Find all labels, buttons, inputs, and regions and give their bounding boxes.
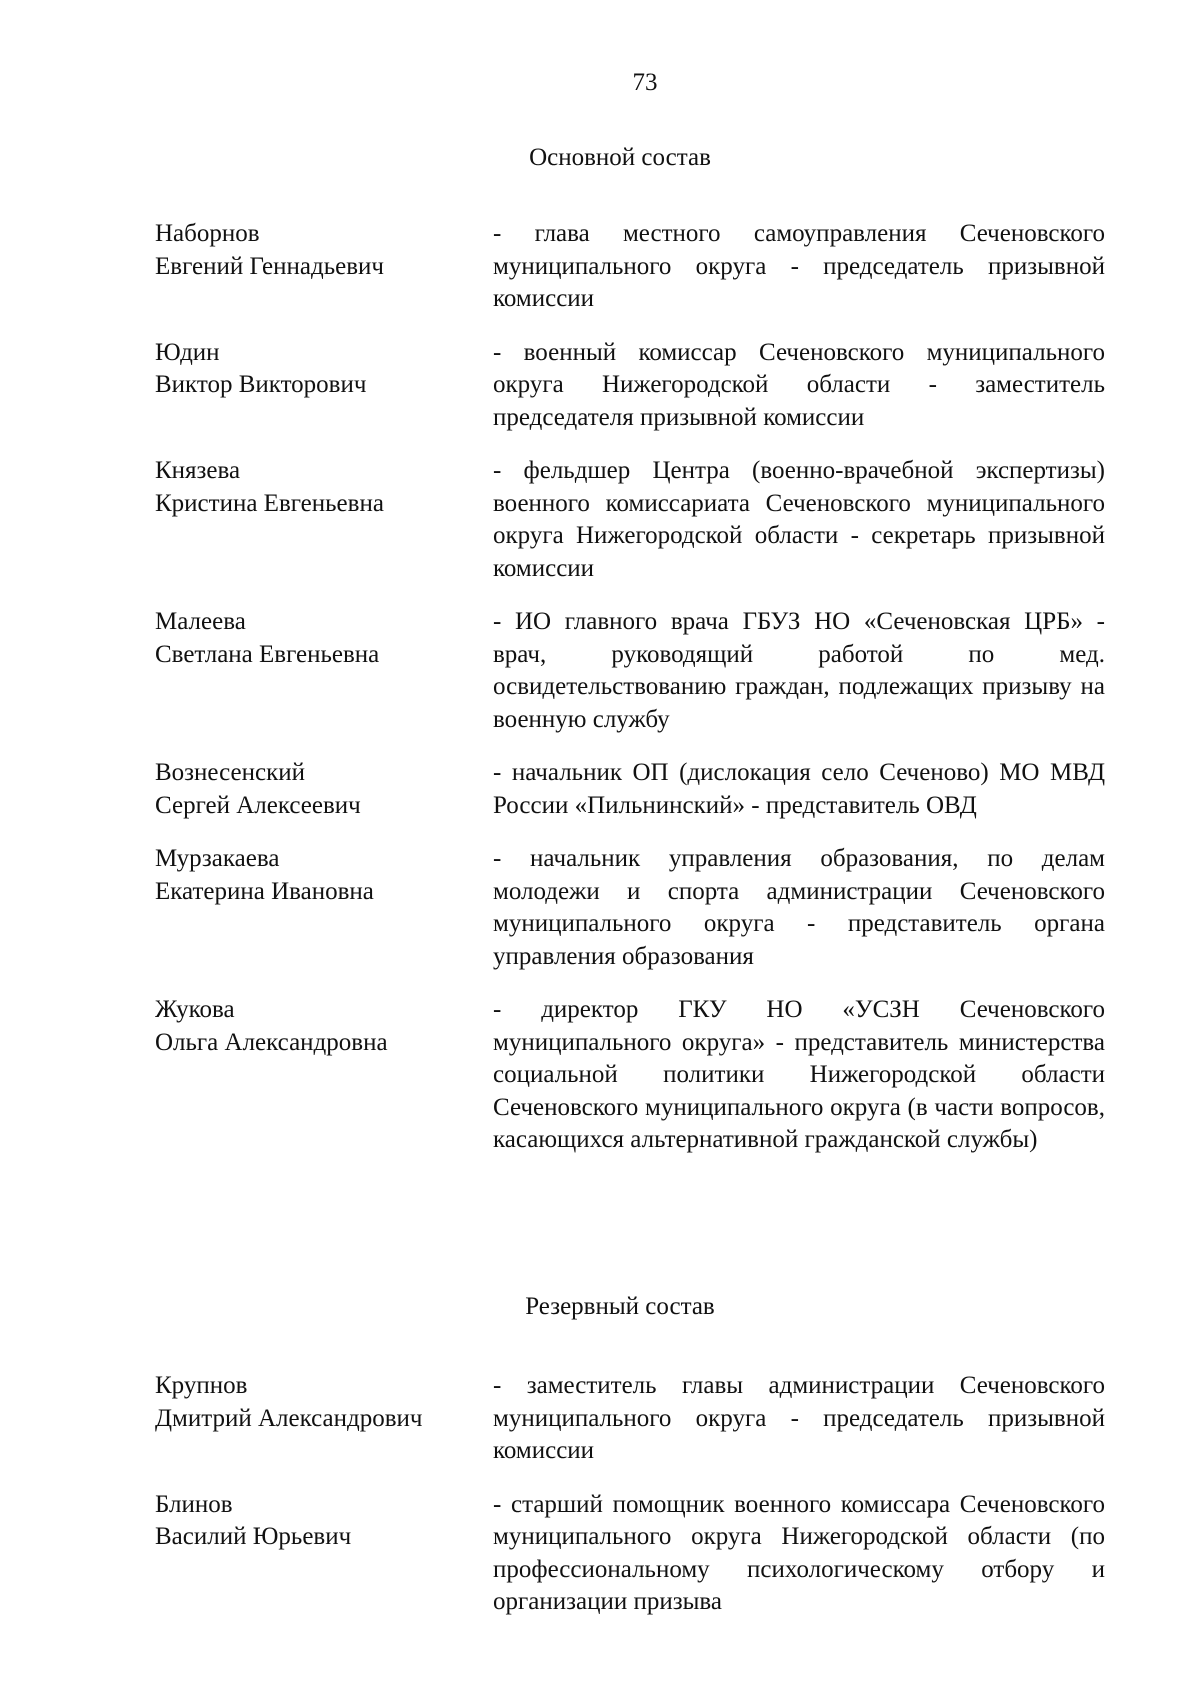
- member-given-names: Дмитрий Александрович: [155, 1404, 423, 1432]
- member-row: [155, 843, 1105, 973]
- roster-reserve: [155, 1370, 1105, 1640]
- member-role: - начальник ОП (дислокация село Сеченово) МО МВД России «Пильнинский» - представитель ОВД: [493, 759, 1105, 819]
- member-surname: Вознесенский: [155, 759, 306, 786]
- member-surname: Жукова: [155, 996, 235, 1023]
- member-surname: Блинов: [155, 1490, 233, 1518]
- member-role: - старший помощник военного комиссара Сеченовского муниципального округа Нижегородской области (по профессиональному психологическому отбору и организации призыва: [493, 1490, 1105, 1615]
- member-name: [155, 455, 493, 520]
- member-row: [155, 1489, 1105, 1619]
- member-given-names: Кристина Евгеньевна: [155, 489, 384, 517]
- member-given-names: Сергей Алексеевич: [155, 791, 361, 819]
- member-surname: Мурзакаева: [155, 845, 280, 872]
- member-role: - военный комиссар Сеченовского муниципального округа Нижегородской области - заместитель председателя призывной комиссии: [493, 338, 1105, 431]
- member-row: [155, 218, 1105, 316]
- member-surname: Наборнов: [155, 220, 260, 247]
- member-surname: Крупнов: [155, 1372, 248, 1399]
- member-name: [155, 1370, 493, 1435]
- member-name: [155, 1489, 493, 1554]
- member-name: [155, 337, 493, 402]
- member-role: - ИО главного врача ГБУЗ НО «Сеченовская ЦРБ» - врач, руководящий работой по мед. освидетельствованию граждан, подлежащих призыву на военную службу: [493, 608, 1105, 733]
- member-role: - глава местного самоуправления Сеченовского муниципального округа - председатель призывной комиссии: [493, 220, 1105, 312]
- member-role: - заместитель главы администрации Сеченовского муниципального округа - председатель призывной комиссии: [493, 1372, 1105, 1464]
- member-role: - директор ГКУ НО «УСЗН Сеченовского муниципального округа» - представитель министерства социальной политики Нижегородской области Сеченовского муниципального округа (в части вопросов, касающихся альтернативной гражданской службы): [493, 996, 1105, 1153]
- member-name: [155, 218, 493, 283]
- section-heading-reserve: Резервный состав: [525, 1293, 715, 1320]
- member-given-names: Светлана Евгеньевна: [155, 640, 380, 668]
- member-row: [155, 606, 1105, 736]
- member-row: [155, 1370, 1105, 1468]
- member-role: - начальник управления образования, по делам молодежи и спорта администрации Сеченовского муниципального округа - представитель органа управления образования: [493, 845, 1105, 970]
- member-given-names: Василий Юрьевич: [155, 1523, 352, 1550]
- member-given-names: Виктор Викторович: [155, 371, 367, 398]
- member-surname: Малеева: [155, 608, 246, 635]
- member-row: [155, 337, 1105, 435]
- member-row: [155, 994, 1105, 1157]
- page-number: 73: [632, 69, 658, 96]
- roster-main: [155, 218, 1105, 1178]
- member-row: [155, 455, 1105, 585]
- member-row: [155, 757, 1105, 822]
- section-heading-main: Основной состав: [529, 144, 711, 171]
- member-surname: Князева: [155, 457, 241, 484]
- member-name: [155, 994, 493, 1059]
- member-given-names: Евгений Геннадьевич: [155, 252, 384, 280]
- member-surname: Юдин: [155, 338, 220, 366]
- member-name: [155, 606, 493, 671]
- member-name: [155, 757, 493, 822]
- member-given-names: Ольга Александровна: [155, 1028, 388, 1056]
- member-name: [155, 843, 493, 908]
- member-role: - фельдшер Центра (военно-врачебной экспертизы) военного комиссариата Сеченовского муниципального округа Нижегородской области - секретарь призывной комиссии: [493, 457, 1105, 582]
- member-given-names: Екатерина Ивановна: [155, 877, 374, 905]
